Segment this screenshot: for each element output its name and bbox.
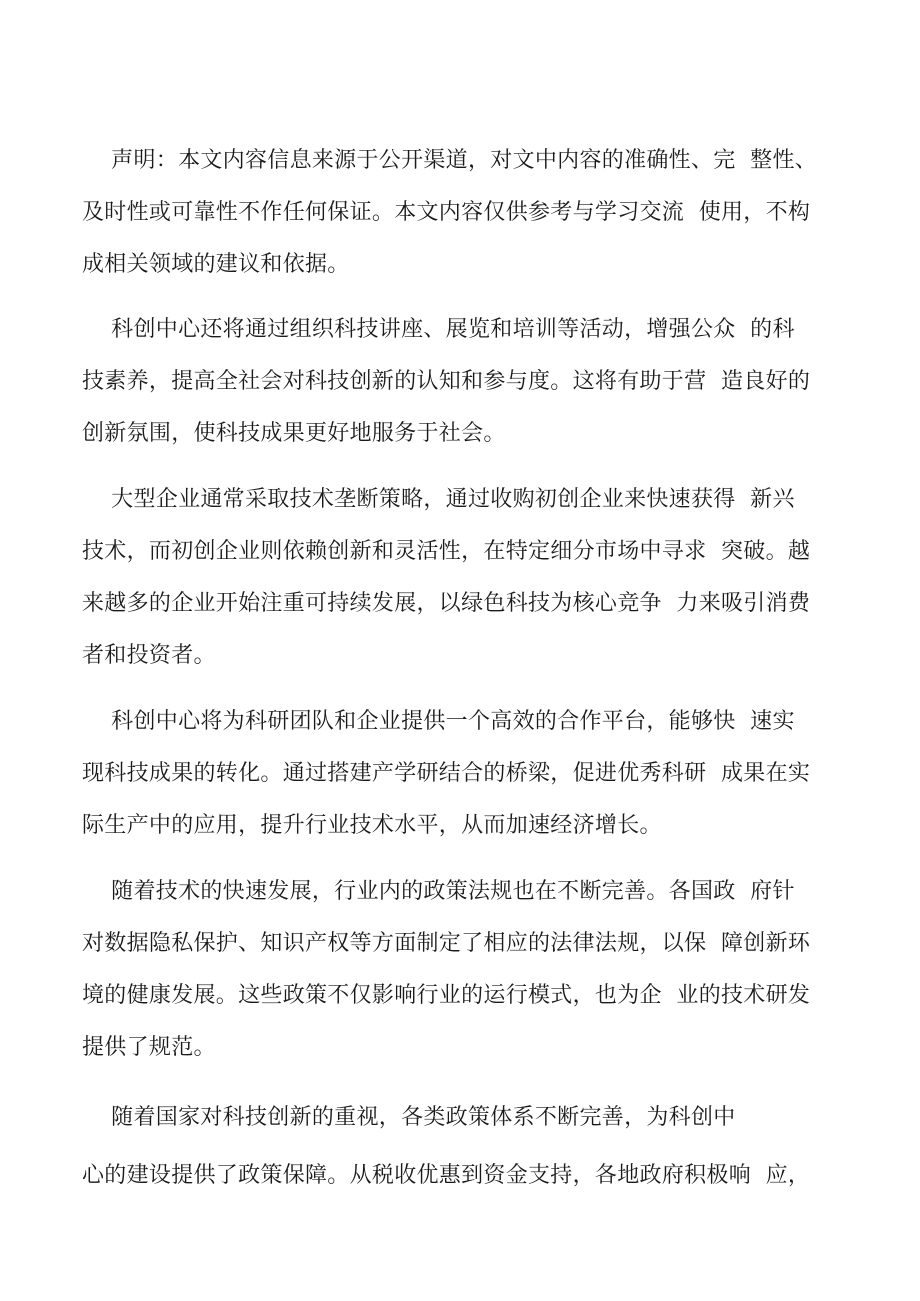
paragraph-6-line-2: 心的建设提供了政策保障。从税收优惠到资金支持，各地政府积极响 应， [82,1163,811,1188]
paragraph-5-line-2: 对数据隐私保护、知识产权等方面制定了相应的法律法规，以保 障创新环 [82,931,811,956]
paragraph-5-line-3: 境的健康发展。这些政策不仅影响行业的运行模式，也为企 业的技术研发 [82,983,811,1008]
paragraph-3-line-3: 来越多的企业开始注重可持续发展，以绿色科技为核心竞争 力来吸引消费 [82,591,811,616]
paragraph-1-line-3: 成相关领域的建议和依据。 [82,252,350,277]
paragraph-5-line-1: 随着技术的快速发展，行业内的政策法规也在不断完善。各国政 府针 [82,879,795,904]
paragraph-3-line-4: 者和投资者。 [82,643,216,668]
paragraph-6-line-1: 随着国家对科技创新的重视，各类政策体系不断完善，为科创中 [82,1105,736,1130]
paragraph-3-line-1: 大型企业通常采取技术垄断策略，通过收购初创企业来快速获得 新兴 [82,487,795,512]
paragraph-4-line-2: 现科技成果的转化。通过搭建产学研结合的桥梁，促进优秀科研 成果在实 [82,761,811,786]
paragraph-3-line-2: 技术，而初创企业则依赖创新和灵活性，在特定细分市场中寻求 突破。越 [82,539,811,564]
paragraph-4-line-3: 际生产中的应用，提升行业技术水平，从而加速经济增长。 [82,813,662,838]
paragraph-2-line-3: 创新氛围，使科技成果更好地服务于社会。 [82,421,506,446]
paragraph-2-line-2: 技素养，提高全社会对科技创新的认知和参与度。这将有助于营 造良好的 [82,369,811,394]
paragraph-1-line-1: 声明：本文内容信息来源于公开渠道，对文中内容的准确性、完 整性、 [82,148,818,173]
paragraph-4-line-1: 科创中心将为科研团队和企业提供一个高效的合作平台，能够快 速实 [82,709,795,734]
paragraph-5-line-4: 提供了规范。 [82,1035,216,1060]
paragraph-2-line-1: 科创中心还将通过组织科技讲座、展览和培训等活动，增强公众 的科 [82,317,795,342]
paragraph-1-line-2: 及时性或可靠性不作任何保证。本文内容仅供参考与学习交流 使用，不构 [82,200,811,225]
